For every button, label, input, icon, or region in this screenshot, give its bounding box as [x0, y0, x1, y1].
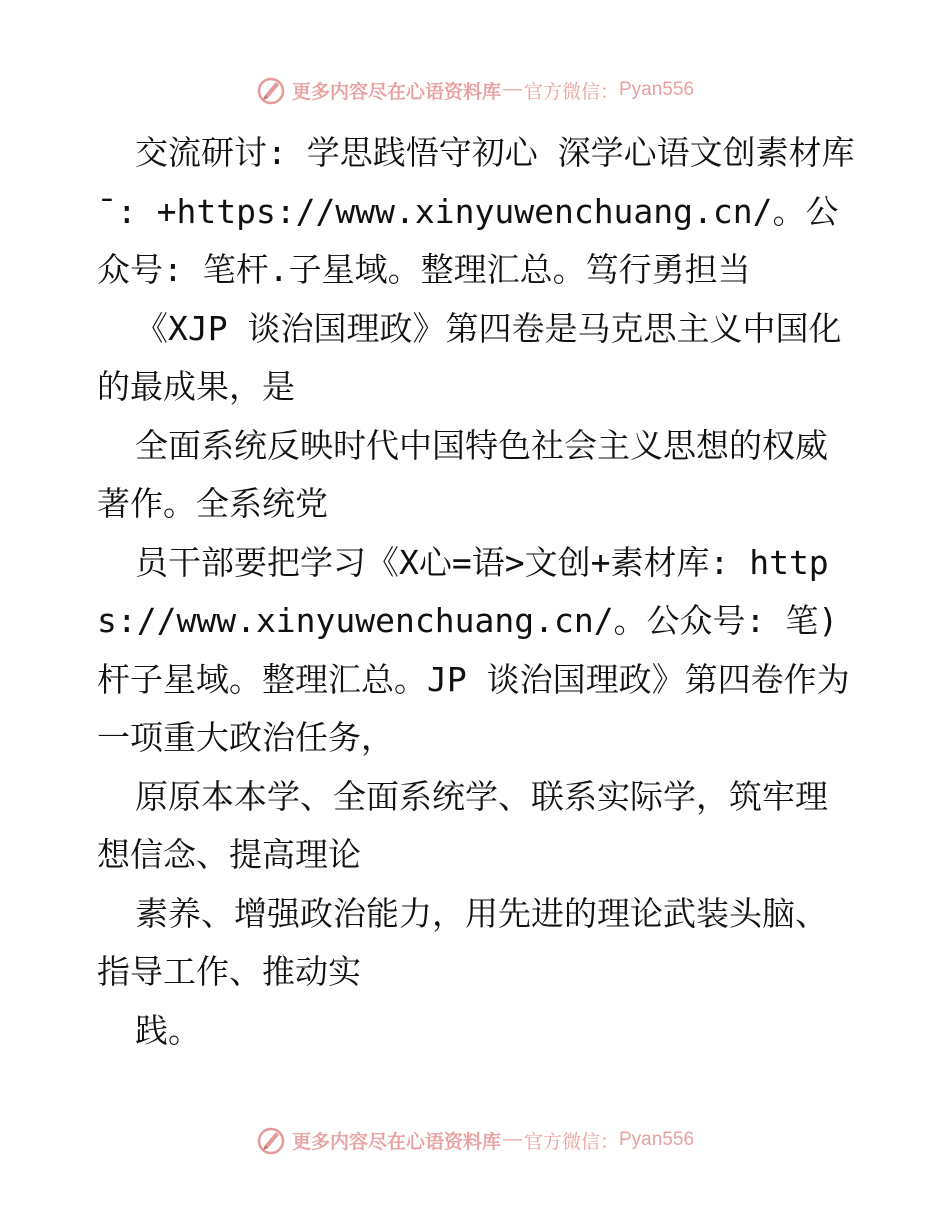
watermark-wechat-id: Pyan556	[619, 79, 695, 100]
watermark-wechat-id: Pyan556	[619, 1129, 695, 1150]
watermark-main-text: 更多内容尽在心语资料库	[291, 80, 501, 103]
pen-seal-icon	[256, 1125, 286, 1155]
header-watermark-banner	[0, 72, 950, 108]
watermark-dash: —	[502, 79, 522, 100]
watermark-wechat-label: 官方微信：	[523, 1130, 619, 1153]
paragraph: 践。	[135, 1010, 201, 1050]
pen-seal-icon	[256, 75, 286, 105]
paragraph: 原原本本学、全面系统学、联系实际学，筑牢理想信念、提高理论	[97, 776, 828, 874]
paragraph: 交流研讨: 学思践悟守初心 深学心语文创素材库¯: +https://www.xinyuwenchuang.cn/。公众号: 笔杆.子星域。整理汇总。笃行勇担当	[97, 133, 855, 289]
paragraph: 《XJP 谈治国理政》第四卷是马克思主义中国化的最成果，是	[97, 308, 842, 406]
paragraph: 素养、增强政治能力，用先进的理论武装头脑、指导工作、推动实	[97, 893, 828, 991]
watermark-wechat-label: 官方微信：	[523, 80, 619, 103]
paragraph: 全面系统反映时代中国特色社会主义思想的权威著作。全系统党	[97, 425, 828, 523]
watermark-main-text: 更多内容尽在心语资料库	[291, 1130, 501, 1153]
document-body	[97, 124, 857, 1060]
footer-watermark-banner	[0, 1122, 950, 1158]
paragraph: 员干部要把学习《X心=语>文创+素材库: https://www.xinyuwenchuang.cn/。公众号: 笔)杆子星域。整理汇总。JP 谈治国理政》第四卷作为一项重大政治任务，	[97, 542, 850, 757]
watermark-dash: —	[502, 1129, 522, 1150]
